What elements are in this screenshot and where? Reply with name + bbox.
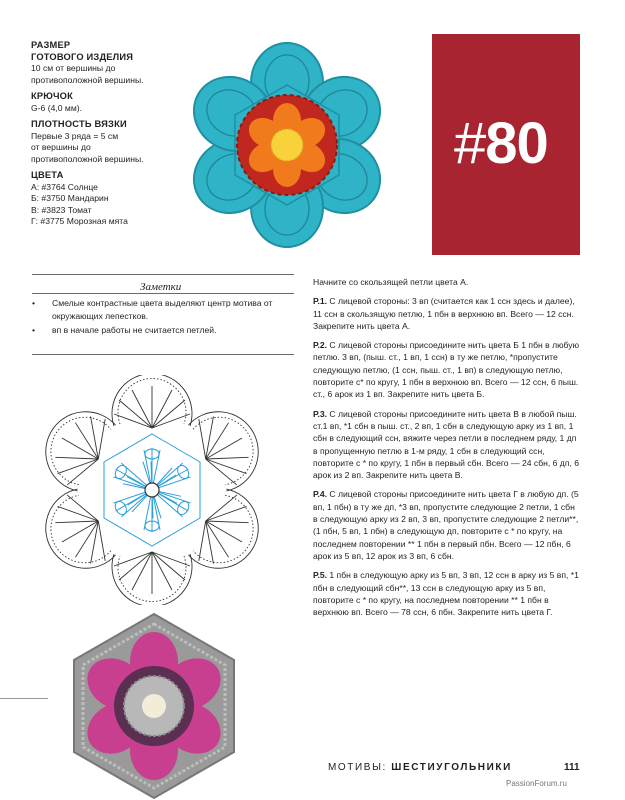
color-list: [31, 182, 181, 228]
instructions: [313, 276, 581, 625]
hook-text: G-6 (4,0 мм).: [31, 102, 82, 113]
size-text: 10 см от вершины до противоположной вершины.: [31, 63, 144, 85]
running-footer: МОТИВЫ: ШЕСТИУГОЛЬНИКИ: [328, 762, 512, 773]
hook-heading: КРЮЧОК: [31, 91, 73, 101]
hexagon-photo: [62, 612, 246, 800]
notes-title-rule: [32, 293, 294, 294]
color-item: Г: #3775 Морозная мята: [31, 216, 128, 226]
color-item: Б: #3750 Мандарин: [31, 193, 109, 203]
page-number: 111: [564, 762, 580, 773]
color-item: А: #3764 Солнце: [31, 181, 98, 192]
motif-number-box: [432, 34, 580, 255]
start-ring: [145, 483, 159, 497]
color-item: В: #3823 Томат: [31, 204, 92, 215]
intro: Начните со скользящей петли цвета А.: [313, 277, 469, 287]
row-2: Р.2. С лицевой стороны присоедините нить цвета Б 1 пбн в любую петлю. 3 вп, (пыш. ст., 1 вп, 1 ссн) в ту же петлю, *пропустите следующую петлю, (1 ссн, пыш. ст., 1 вп) в следующую петлю, повторите с* по кругу, 1 пбн в верхнюю вп. Всего — 12 ссн, 6 пыш. ст., 6 арок из 1 вп. Закрепите нить цвета Б.: [313, 340, 580, 400]
crochet-diagram: [37, 375, 267, 605]
row-1: Р.1. С лицевой стороны: 3 вп (считается как 1 ссн здесь и далее), 11 ссн в скользящую петлю, 1 пбн в верхнюю вп. Всего — 12 ссн. Закрепите нить цвета А.: [313, 296, 575, 331]
note-item: • Смелые контрастные цвета выделяют центр мотива от окружающих лепестков.: [30, 297, 300, 322]
note-item: • вп в начале работы не считается петлей.: [30, 324, 300, 337]
size-heading: РАЗМЕР ГОТОВОГО ИЗДЕЛИЯ: [31, 40, 134, 62]
gauge-text: Первые 3 ряда = 5 см от вершины до противоположной вершины.: [31, 130, 144, 164]
gauge-heading: ПЛОТНОСТЬ ВЯЗКИ: [31, 119, 127, 129]
notes-bottom-rule: [32, 354, 294, 355]
notes-top-rule: [32, 274, 294, 275]
watermark: PassionForum.ru: [506, 779, 567, 788]
flower-center: [237, 95, 337, 195]
notes-title: Заметки: [140, 281, 182, 293]
row-3: Р.3. С лицевой стороны присоедините нить цвета В в любой пыш. ст.1 вп, *1 сбн в пыш. ст., 2 вп, 1 сбн в следующую арку из 1 вп, 1 сбн в следующий ссн, вяжите через петли в последнем ряду, 1 дп в пропущенную петлю в 1-м ряду, 1 сбн в следующий ссн, повторите с * по кругу, 1 пбн в первый сбн. Всего — 24 сбн, 6 дп, 6 арок из 2 вп. Закрепите нить цвета В.: [313, 408, 580, 481]
motif-number: #80: [454, 111, 548, 176]
row-5: Р.5. 1 пбн в следующую арку из 5 вп, 3 вп, 12 ссн в арку из 5 вп, *1 пбн в следующий сбн**, 13 ссн в следующую арку из 5 вп, повторите с * по кругу, на последнем повторении ** 1 пбн в верхнюю вп. Всего — 78 ссн, 6 пбн. Закрепите нить цвета Г.: [313, 570, 579, 618]
colors-heading: ЦВЕТА: [31, 170, 64, 180]
notes-list: [30, 297, 300, 339]
side-rule: [0, 698, 48, 699]
motif-photo: [172, 35, 402, 255]
row-4: Р.4. С лицевой стороны присоедините нить цвета Г в любую дп. (5 вп, 1 пбн) в ту же дп, *3 вп, пропустите следующие 2 петли, 1 сбн в следующую арку из 2 вп, 3 вп, пропустите следующие 2 петли**, (1 пбн, 5 вп, 1 пбн) в следующую дп, повторите с * по кругу, на последнем повторении ** 1 пбн в первый пбн. Всего — 12 пбн, 6 арок из 5 вп, 12 арок из 3 вп, 6 сбн.: [313, 489, 579, 561]
specifications: [31, 40, 181, 228]
